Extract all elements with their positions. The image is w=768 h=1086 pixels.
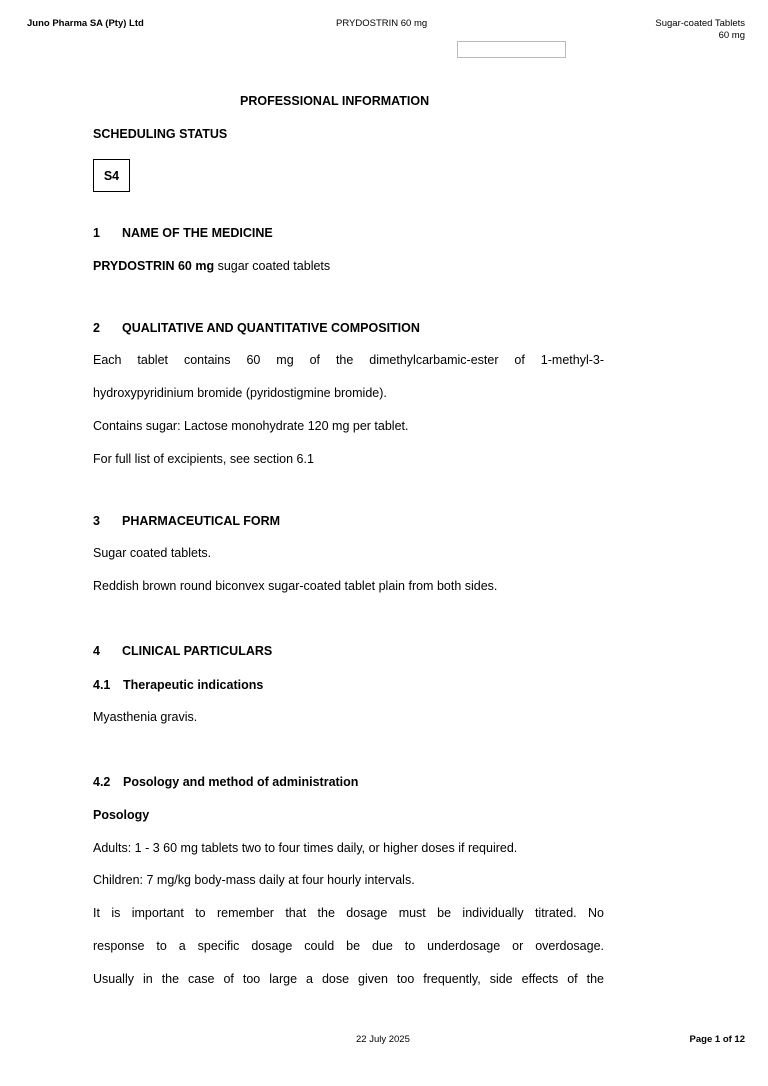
medicine-name-rest: sugar coated tablets [214, 259, 331, 273]
scheduling-heading: SCHEDULING STATUS [93, 127, 228, 141]
header-product: PRYDOSTRIN 60 mg [336, 18, 428, 29]
section-2-number: 2 [93, 321, 100, 335]
composition-line-3: Contains sugar: Lactose monohydrate 120 mg per tablet. [93, 419, 409, 433]
posology-para-line-3: Usually in the case of too large a dose given too frequently, side effects of the [93, 972, 604, 986]
footer-page-number: Page 1 of 12 [689, 1034, 745, 1045]
section-3-heading [93, 514, 280, 528]
form-line-2: Reddish brown round biconvex sugar-coated tablet plain from both sides. [93, 579, 498, 593]
section-3-title: PHARMACEUTICAL FORM [122, 514, 281, 528]
section-2-title: QUALITATIVE AND QUANTITATIVE COMPOSITION [122, 321, 420, 335]
posology-adults: Adults: 1 - 3 60 mg tablets two to four times daily, or higher doses if required. [93, 841, 518, 855]
section-4-title: CLINICAL PARTICULARS [122, 644, 273, 658]
composition-line-1: Each tablet contains 60 mg of the dimethylcarbamic-ester of 1-methyl-3- [93, 353, 604, 367]
section-4-2-title: Posology and method of administration [123, 775, 359, 789]
section-1-number: 1 [93, 226, 100, 240]
indications-text: Myasthenia gravis. [93, 710, 198, 724]
composition-line-4: For full list of excipients, see section 6.1 [93, 452, 314, 466]
section-3-number: 3 [93, 514, 100, 528]
section-4-2-heading [93, 775, 358, 789]
posology-children: Children: 7 mg/kg body-mass daily at four hourly intervals. [93, 873, 415, 887]
scheduling-status-box [93, 159, 130, 192]
medicine-name-bold: PRYDOSTRIN 60 mg [93, 259, 215, 273]
document-title: PROFESSIONAL INFORMATION [240, 94, 430, 108]
posology-para-line-2: response to a specific dosage could be due to underdosage or overdosage. [93, 939, 604, 953]
header-empty-field [457, 41, 566, 58]
scheduling-status: S4 [103, 168, 120, 183]
section-4-heading [93, 644, 272, 658]
header-form-line2: 60 mg [718, 30, 745, 41]
section-4-1-title: Therapeutic indications [123, 678, 264, 692]
section-4-1-heading [93, 678, 263, 692]
form-line-1: Sugar coated tablets. [93, 546, 212, 560]
section-4-2-number: 4.2 [93, 775, 111, 789]
section-1-heading [93, 226, 273, 240]
header-form-line1: Sugar-coated Tablets [655, 18, 745, 29]
section-4-number: 4 [93, 644, 100, 658]
header-company: Juno Pharma SA (Pty) Ltd [27, 18, 144, 29]
posology-para-line-1: It is important to remember that the dosage must be individually titrated. No [93, 906, 604, 920]
medicine-name [93, 259, 330, 273]
composition-line-2: hydroxypyridinium bromide (pyridostigmine bromide). [93, 386, 387, 400]
section-4-1-number: 4.1 [93, 678, 111, 692]
footer-date: 22 July 2025 [356, 1034, 410, 1045]
posology-heading: Posology [93, 808, 150, 822]
section-2-heading [93, 321, 420, 335]
section-1-title: NAME OF THE MEDICINE [122, 226, 273, 240]
